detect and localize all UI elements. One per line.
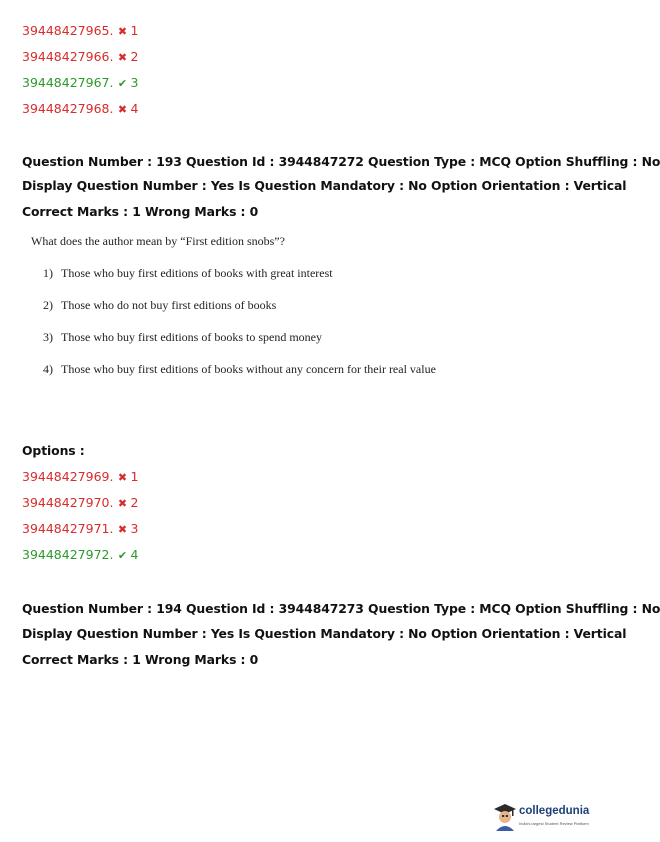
question-header-line: Display Question Number : Yes Is Question Mandatory : No Option Orientation : Vertical: [22, 178, 627, 193]
option-row: [22, 75, 138, 92]
option-value: 4: [130, 101, 139, 116]
question-header-line: Question Number : 193 Question Id : 3944847272 Question Type : MCQ Option Shuffling : No: [22, 154, 660, 169]
check-icon: ✔: [117, 77, 128, 90]
choice-text: Those who buy first editions of books to spend money: [61, 330, 322, 344]
cross-icon: ✖: [117, 51, 128, 64]
option-row: [22, 469, 138, 486]
option-id: 39448427972.: [22, 547, 114, 562]
option-id: 39448427970.: [22, 495, 114, 510]
question-header-line: Question Number : 194 Question Id : 3944847273 Question Type : MCQ Option Shuffling : No: [22, 601, 660, 616]
choice-number: 1): [43, 266, 53, 280]
choice-text: Those who buy first editions of books without any concern for their real value: [61, 362, 436, 376]
option-row: [22, 495, 138, 512]
option-value: 1: [130, 469, 139, 484]
cross-icon: ✖: [117, 103, 128, 116]
check-icon: ✔: [117, 549, 128, 562]
option-value: 3: [130, 75, 139, 90]
choice-text: Those who do not buy first editions of books: [61, 298, 277, 312]
question-text: What does the author mean by “First edition snobs”?: [31, 234, 285, 248]
choice-text: Those who buy first editions of books with great interest: [61, 266, 333, 280]
option-value: 2: [130, 495, 139, 510]
answer-choice: [43, 266, 333, 281]
answer-choice: [43, 362, 436, 377]
choice-number: 2): [43, 298, 53, 312]
option-id: 39448427966.: [22, 49, 114, 64]
cross-icon: ✖: [117, 497, 128, 510]
choice-number: 4): [43, 362, 53, 376]
collegedunia-logo: [493, 801, 593, 835]
option-value: 4: [130, 547, 139, 562]
option-row: [22, 101, 138, 118]
option-row: [22, 521, 138, 538]
graduate-icon: [493, 803, 517, 831]
cross-icon: ✖: [117, 471, 128, 484]
logo-wordmark: collegedunia: [519, 805, 590, 817]
answer-choice: [43, 330, 322, 345]
option-row: [22, 547, 138, 564]
cross-icon: ✖: [117, 523, 128, 536]
option-id: 39448427969.: [22, 469, 114, 484]
question-header-line: Display Question Number : Yes Is Question Mandatory : No Option Orientation : Vertical: [22, 626, 627, 641]
question-marks-line: Correct Marks : 1 Wrong Marks : 0: [22, 204, 259, 219]
option-row: [22, 23, 138, 40]
options-label: Options :: [22, 443, 85, 458]
option-id: 39448427971.: [22, 521, 114, 536]
option-id: 39448427965.: [22, 23, 114, 38]
answer-choice: [43, 298, 276, 313]
option-value: 1: [130, 23, 139, 38]
option-id: 39448427968.: [22, 101, 114, 116]
option-row: [22, 49, 138, 66]
logo-tagline: India's largest Student Review Platform: [519, 821, 589, 826]
cross-icon: ✖: [117, 25, 128, 38]
choice-number: 3): [43, 330, 53, 344]
option-value: 3: [130, 521, 139, 536]
question-marks-line: Correct Marks : 1 Wrong Marks : 0: [22, 652, 259, 667]
option-id: 39448427967.: [22, 75, 114, 90]
option-value: 2: [130, 49, 139, 64]
